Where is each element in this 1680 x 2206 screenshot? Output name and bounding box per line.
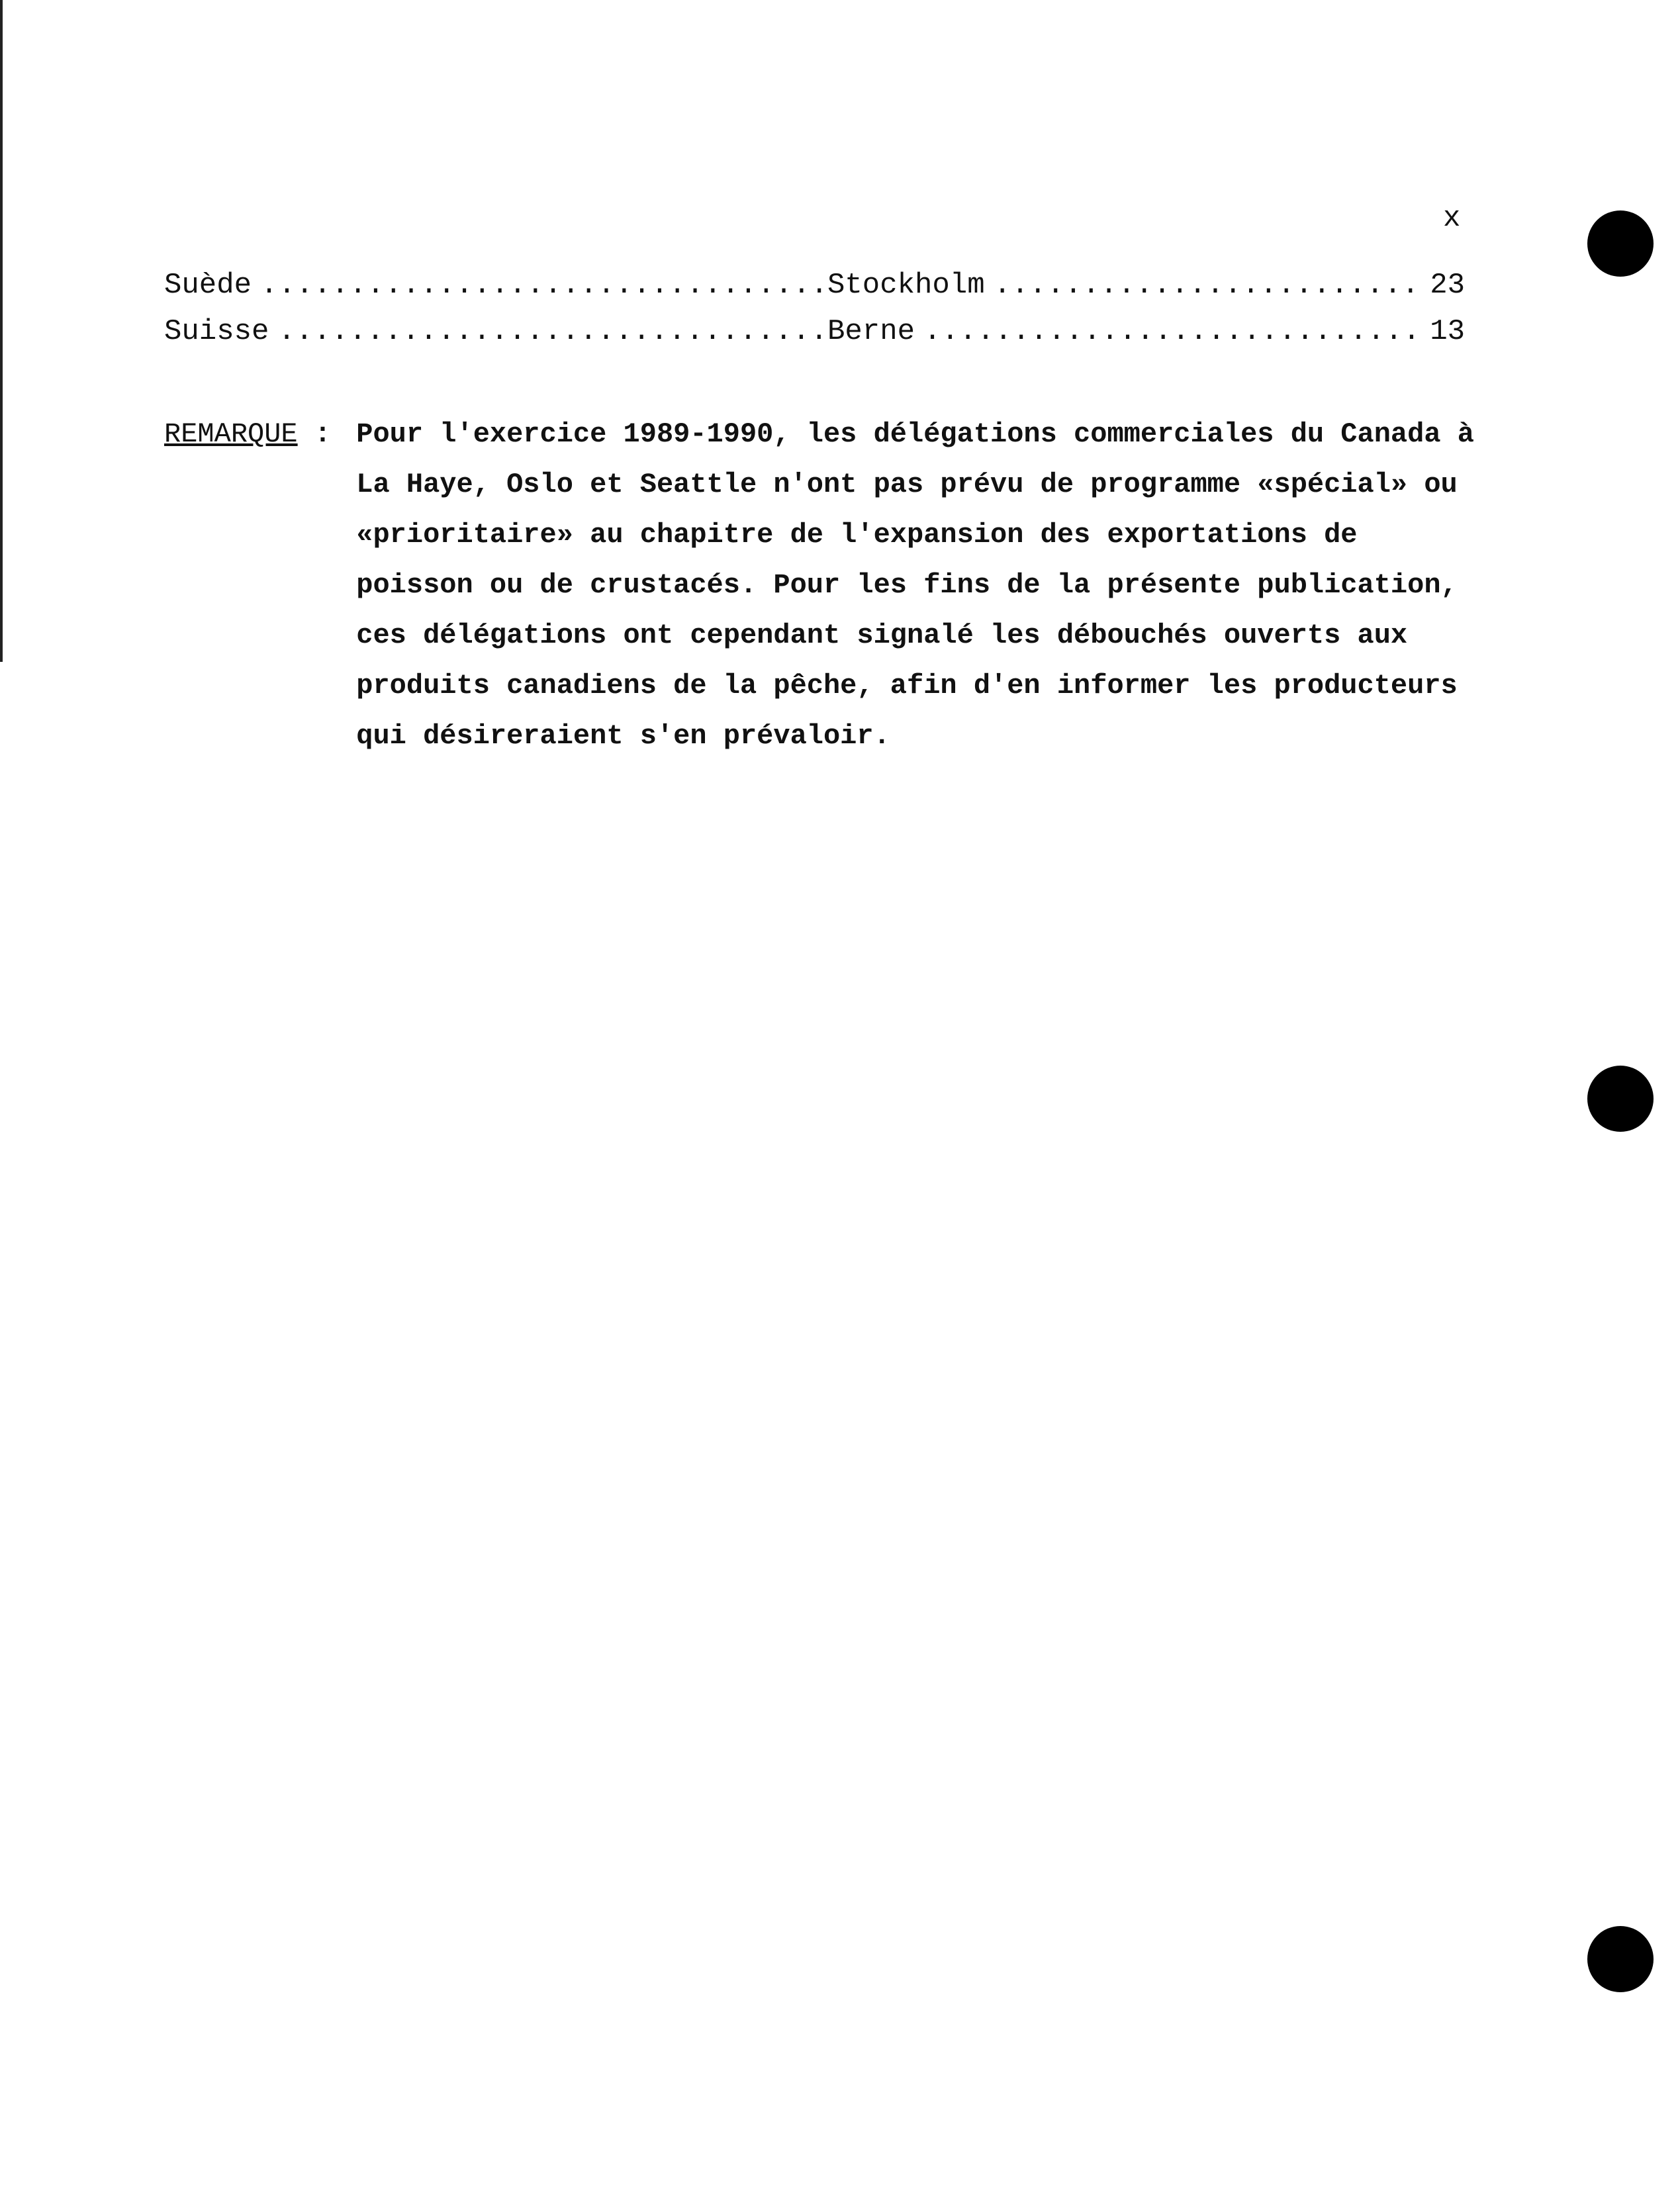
toc-row	[164, 308, 1465, 355]
remark-note	[164, 409, 1488, 761]
toc-page-number: 13	[1430, 315, 1465, 348]
table-of-contents	[164, 262, 1465, 355]
punch-hole-middle	[1587, 1066, 1654, 1132]
remark-text: Pour l'exercice 1989-1990, les délégations commerciales du Canada à La Haye, Oslo et Seattle n'ont pas prévu de programme «spécial» ou «prioritaire» au chapitre de l'expansion des exportations de poisson ou de crustacés. Pour les fins de la présente publication, ces délégations ont cependant signalé les débouchés ouverts aux produits canadiens de la pêche, afin d'en informer les producteurs qui désireraient s'en prévaloir.	[356, 418, 1474, 752]
page-number: x	[1443, 202, 1461, 235]
toc-city: Berne . . .	[827, 308, 1422, 355]
toc-row	[164, 262, 1465, 308]
page-left-edge	[0, 0, 3, 662]
toc-page-number: 23	[1430, 269, 1465, 302]
remark-label	[164, 409, 356, 761]
toc-country: Suède . . .	[164, 262, 827, 308]
toc-city: Stockholm . . .	[827, 262, 1422, 308]
punch-hole-bottom	[1587, 1926, 1654, 1992]
punch-hole-top	[1587, 210, 1654, 277]
remark-label-text: REMARQUE	[164, 418, 298, 450]
remark-separator: :	[314, 418, 332, 450]
toc-country: Suisse . . .	[164, 308, 827, 355]
